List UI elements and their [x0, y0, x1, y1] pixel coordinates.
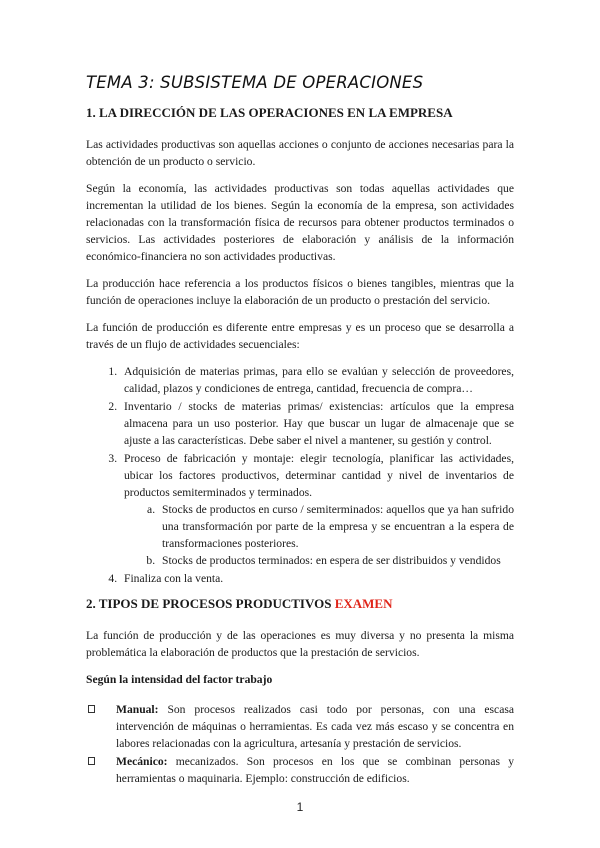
bullet-item: Mecánico: mecanizados. Son procesos en los que se combinan personas y herramientas o maquinaria. Ejemplo: construcción de edificios. — [86, 753, 514, 787]
checkbox-bullet-icon — [88, 757, 95, 765]
checkbox-bullet-icon — [88, 705, 95, 713]
paragraph: La producción hace referencia a los productos físicos o bienes tangibles, mientras que la función de operaciones incluye la elaboración de un producto o prestación del servicio. — [86, 277, 514, 307]
section-2-heading: 2. TIPOS DE PROCESOS PRODUCTIVOS EXAMEN — [86, 596, 393, 611]
section-1-heading: 1. LA DIRECCIÓN DE LAS OPERACIONES EN LA EMPRESA — [86, 105, 453, 120]
tema-title: TEMA 3: SUBSISTEMA DE OPERACIONES — [86, 73, 424, 92]
paragraph: Según la economía, las actividades productivas son todas aquellas actividades que incrementan la utilidad de los bienes. Según la economía de la empresa, son actividades relacionadas con la transformación física de recursos para obtener productos terminados o servicios. Las actividades posteriores de elaboración y análisis de la información económico-financiera no son actividades productivas. — [86, 182, 514, 263]
sublist-item: b. Stocks de productos terminados: en espera de ser distribuidos y vendidos — [158, 552, 514, 569]
process-types-list — [86, 701, 514, 787]
paragraph: La función de producción es diferente entre empresas y es un proceso que se desarrolla a través de un flujo de actividades secuenciales: — [86, 321, 514, 351]
subheading: Según la intensidad del factor trabajo — [86, 673, 273, 686]
stocks-sublist — [124, 501, 514, 569]
paragraph: Las actividades productivas son aquellas acciones o conjunto de acciones necesarias para la obtención de un producto o servicio. — [86, 138, 514, 168]
exam-tag: EXAMEN — [334, 596, 393, 611]
activities-list — [86, 363, 514, 587]
list-item: 1. Adquisición de materias primas, para ello se evalúan y selección de proveedores, calidad, plazos y condiciones de entrega, cantidad, frecuencia de compra… — [120, 363, 514, 397]
list-item: 3. Proceso de fabricación y montaje: elegir tecnología, planificar las actividades, ubicar los factores productivos, determinar cantidad y nivel de inventarios de productos semiterminados y terminados. a. Stocks de productos en curso / semiterminados: aquellos que ya han sufrido una transformación por parte de la empresa y se encuentran a la espera de transformaciones posteriores. b. Stocks de productos terminados: en espera de ser distribuidos y vendidos — [120, 450, 514, 569]
page-number: 1 — [296, 800, 304, 814]
document-page — [86, 72, 514, 788]
paragraph: La función de producción y de las operaciones es muy diversa y no presenta la misma problemática la elaboración de productos que la prestación de servicios. — [86, 629, 514, 659]
sublist-item: a. Stocks de productos en curso / semiterminados: aquellos que ya han sufrido una transformación por parte de la empresa y se encuentran a la espera de transformaciones posteriores. — [158, 501, 514, 552]
list-item: 4. Finaliza con la venta. — [120, 570, 514, 587]
list-item: 2. Inventario / stocks de materias primas/ existencias: artículos que la empresa almacena para un uso posterior. Hay que buscar un lugar de almacenaje que se ajuste a las características. Debe saber el nivel a mantener, su gestión y control. — [120, 398, 514, 449]
bullet-item: Manual: Son procesos realizados casi todo por personas, con una escasa intervención de máquinas o herramientas. Es cada vez más escaso y se concentra en labores relacionadas con la agricultura, artesanía y prestación de servicios. — [86, 701, 514, 752]
